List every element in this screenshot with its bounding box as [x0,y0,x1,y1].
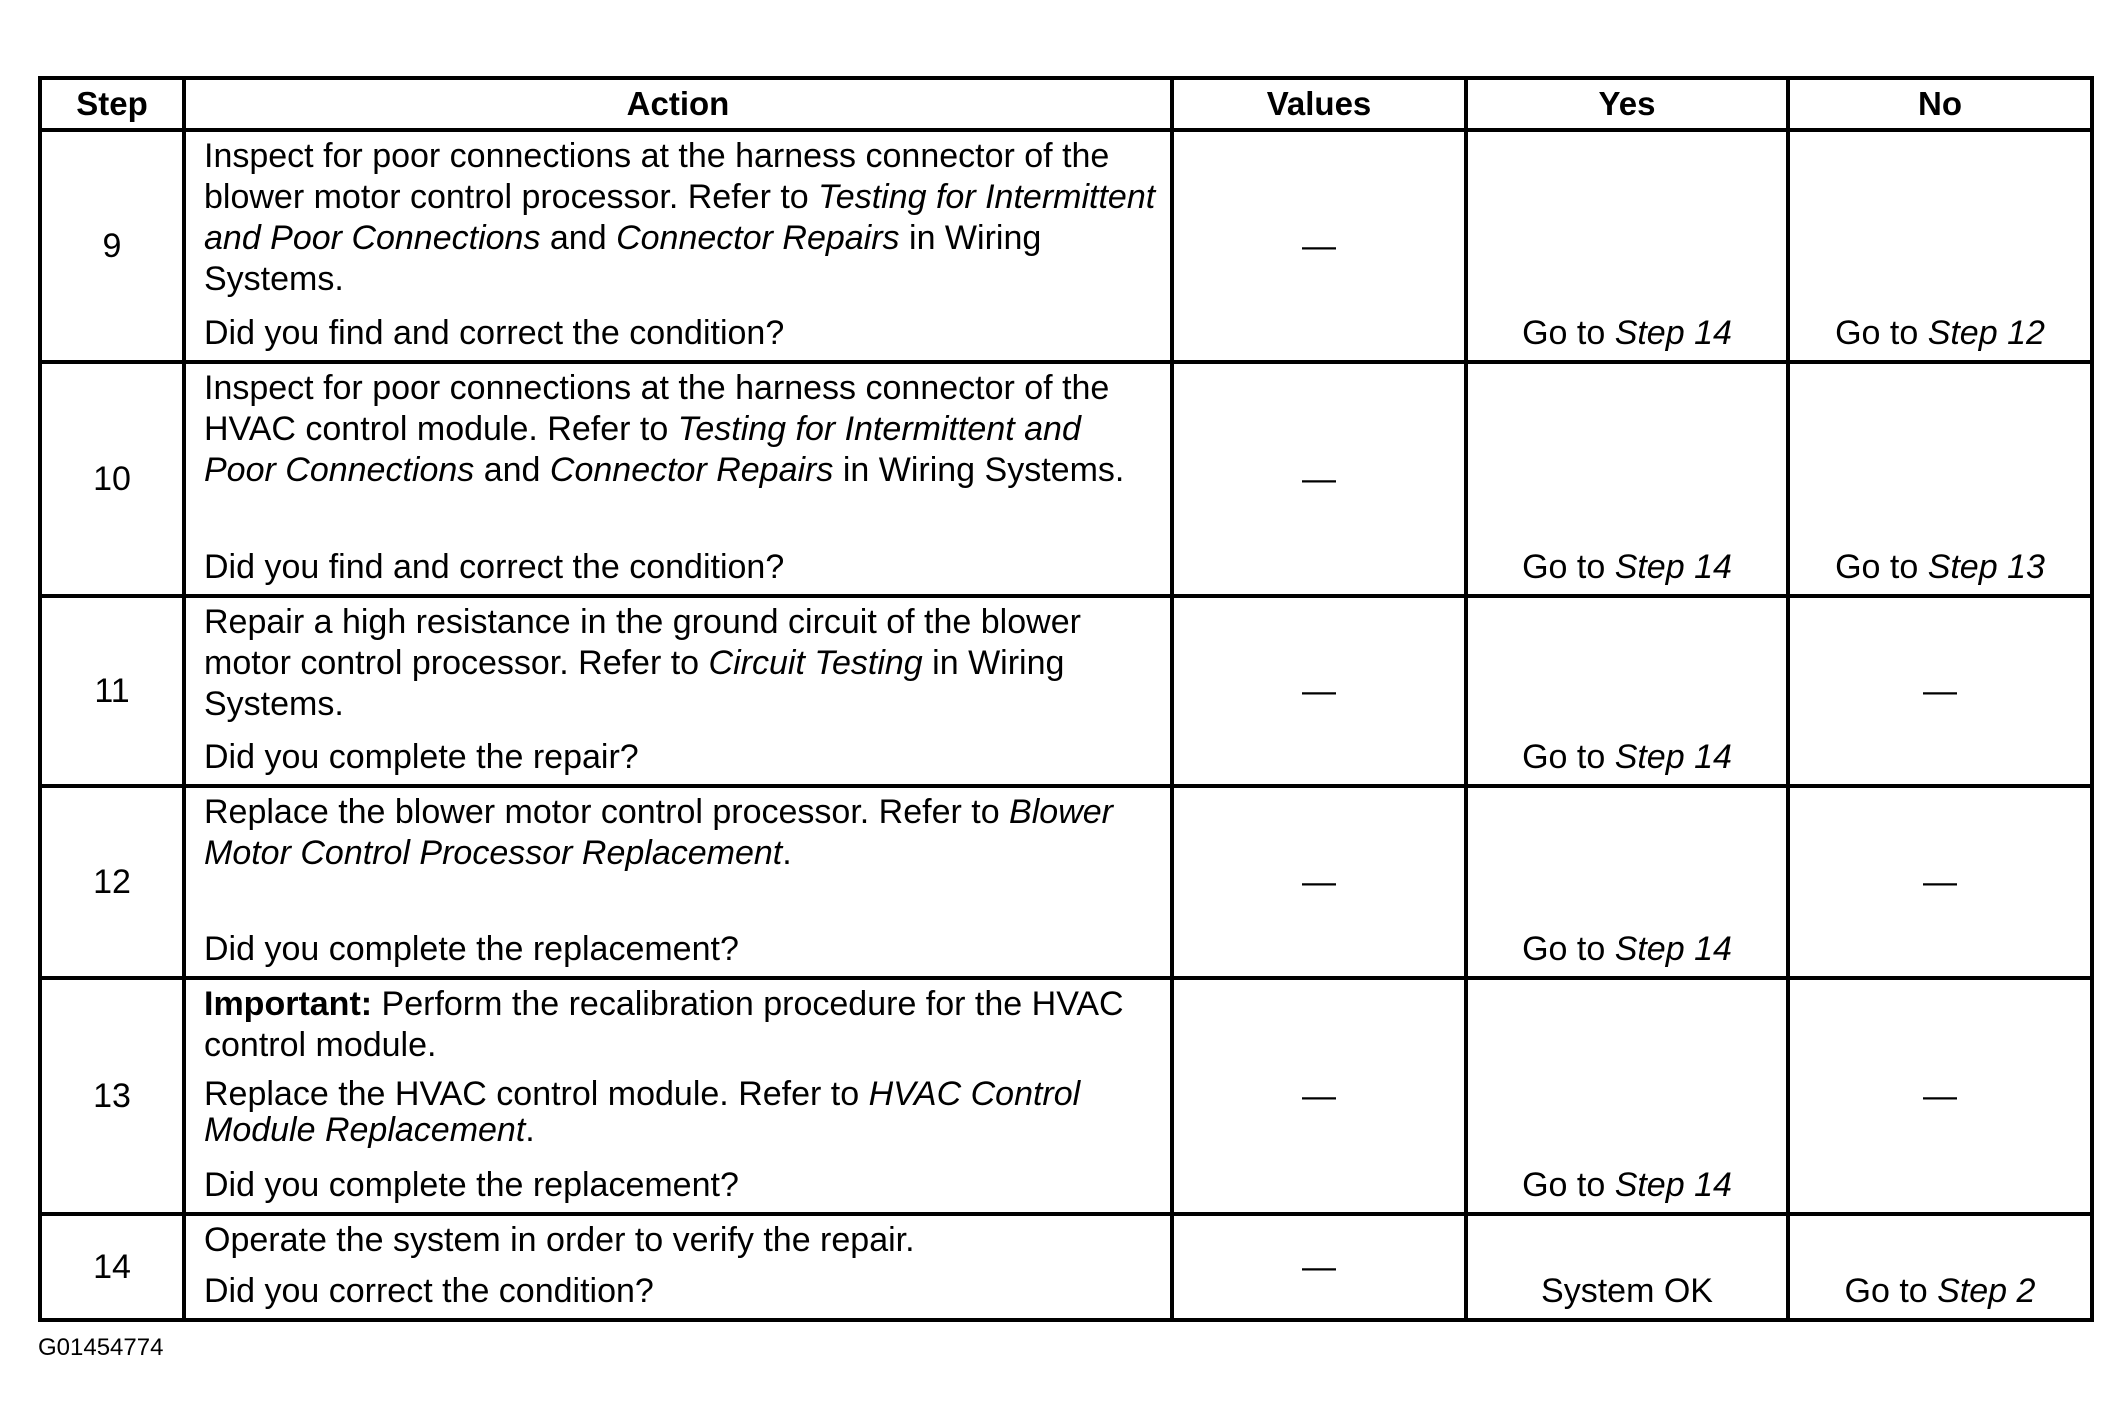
no-step-link[interactable]: Step 13 [1927,548,2045,586]
table-row-step-12 [40,786,2092,978]
header-row [40,78,2092,130]
values-cell: — [1172,130,1466,362]
action-cell [184,362,1172,596]
no-cell: Go to Step 13 [1788,362,2092,596]
header-yes: Yes [1466,78,1788,130]
yes-step-link[interactable]: Step 14 [1614,548,1732,586]
table-row-step-9 [40,130,2092,362]
yes-step-link[interactable]: Step 14 [1614,930,1732,968]
header-no: No [1788,78,2092,130]
action-question: Did you find and correct the condition? [204,314,785,352]
action-cell [184,786,1172,978]
step-number: 10 [40,362,184,596]
action-text: Operate the system in order to verify the repair. [204,1221,915,1259]
table-row-step-11 [40,596,2092,786]
values-cell: — [1172,786,1466,978]
action-question: Did you correct the condition? [204,1272,654,1310]
yes-cell: Go to Step 14 [1466,786,1788,978]
yes-step-link[interactable]: Step 14 [1614,738,1732,776]
diagnostic-table [38,76,2094,1322]
figure-id: G01454774 [38,1334,164,1361]
no-cell: — [1788,978,2092,1214]
no-step-link[interactable]: Step 2 [1937,1272,2036,1310]
important-note: Important: Perform the recalibration procedure for the HVAC control module. [204,985,1124,1064]
step-number: 11 [40,596,184,786]
no-cell: — [1788,596,2092,786]
action-cell [184,596,1172,786]
values-cell: — [1172,362,1466,596]
values-cell: — [1172,596,1466,786]
step-number: 14 [40,1214,184,1320]
yes-cell: System OK [1466,1214,1788,1320]
no-cell: Go to Step 2 [1788,1214,2092,1320]
header-values: Values [1172,78,1466,130]
yes-cell: Go to Step 14 [1466,130,1788,362]
header-action: Action [184,78,1172,130]
important-label: Important: [204,985,373,1023]
no-cell: Go to Step 12 [1788,130,2092,362]
table-row-step-14 [40,1214,2092,1320]
table-row-step-10 [40,362,2092,596]
action-question: Did you complete the replacement? [204,930,739,968]
action-cell [184,978,1172,1214]
header-step: Step [40,78,184,130]
action-cell [184,130,1172,362]
values-cell: — [1172,1214,1466,1320]
action-question: Did you complete the repair? [204,738,639,776]
step-number: 13 [40,978,184,1214]
action-text: Replace the blower motor control processor. Refer to Blower Motor Control Processor Replacement. [204,793,1113,872]
action-text: Inspect for poor connections at the harness connector of the blower motor control processor. Refer to Testing for Intermittent and Poor Connections and Connector Repairs in Wiring Systems. [204,137,1156,298]
action-text: Repair a high resistance in the ground circuit of the blower motor control processor. Refer to Circuit Testing in Wiring Systems. [204,603,1081,723]
no-cell: — [1788,786,2092,978]
action-cell [184,1214,1172,1320]
step-number: 9 [40,130,184,362]
action-question: Did you complete the replacement? [204,1166,739,1204]
yes-cell: Go to Step 14 [1466,362,1788,596]
yes-cell: Go to Step 14 [1466,978,1788,1214]
action-text: Replace the HVAC control module. Refer to HVAC Control Module Replacement. [204,1075,1081,1149]
yes-step-link[interactable]: Step 14 [1614,1166,1732,1204]
table-row-step-13 [40,978,2092,1214]
yes-step-link[interactable]: Step 14 [1614,314,1732,352]
action-question: Did you find and correct the condition? [204,548,785,586]
yes-cell: Go to Step 14 [1466,596,1788,786]
values-cell: — [1172,978,1466,1214]
step-number: 12 [40,786,184,978]
action-text: Inspect for poor connections at the harness connector of the HVAC control module. Refer to Testing for Intermittent and Poor Connections and Connector Repairs in Wiring Systems. [204,369,1125,489]
no-step-link[interactable]: Step 12 [1927,314,2045,352]
